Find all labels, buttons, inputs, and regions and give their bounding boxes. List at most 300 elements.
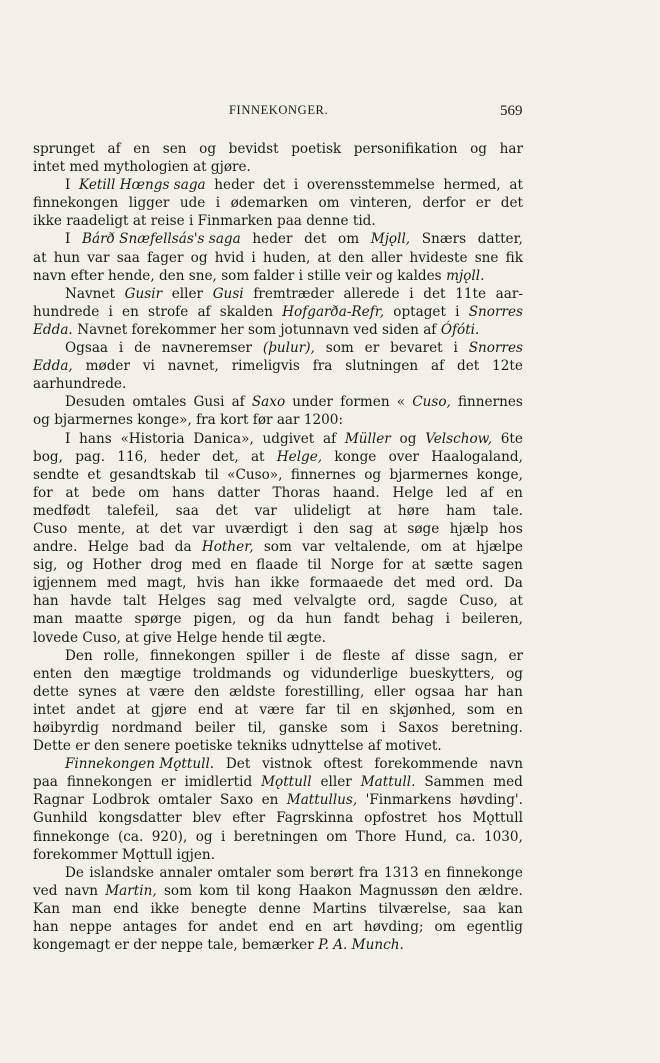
word: vi [142,358,155,375]
word: forestilling, [284,683,365,700]
word: blev [192,810,222,827]
word: igjennem [33,575,97,592]
word: en [361,701,379,718]
word: af [391,647,405,664]
word: Norge [330,557,374,574]
word: ord. [465,575,494,592]
word: den [338,249,364,266]
word: Desuden [65,394,126,411]
text-segment: og bjarmernes konge», fra kort før aar 1200: [33,412,344,429]
word: far [305,701,326,718]
word: velvalgte [293,593,357,610]
word: Hother [92,557,142,574]
word: med [425,575,456,592]
word: hun [53,249,81,266]
word: end [113,900,139,917]
word: ogsaa [414,683,455,700]
word: antages [122,919,177,936]
word: i [251,249,256,266]
text-line [33,574,523,592]
word: eller [373,683,406,700]
word: en [261,792,279,809]
word: de [134,340,151,357]
text-segment: forekommer Mǫttull igjen. [33,846,216,863]
word: allerede [343,285,400,302]
word: og [66,557,84,574]
word: formen [340,394,390,411]
word: om [326,828,348,845]
word: Haalogaland, [431,448,523,465]
word: af [197,303,211,320]
word: at [234,701,249,718]
word: til [204,466,219,483]
text-line [33,864,523,882]
word: personifikation [353,141,458,157]
text-line [33,194,523,212]
word: aller [370,249,403,266]
word: at [135,520,150,537]
word: et [87,466,101,483]
word: Da [503,575,523,592]
word: som [163,882,193,899]
word: det, [212,448,239,465]
word: under [292,394,334,411]
word: Helge [392,484,434,501]
word: slutningen [345,358,419,375]
text-line [33,900,523,918]
word: datter, [477,231,523,248]
italic-text: Müller [344,430,391,447]
word: den [83,665,109,682]
word: i [453,340,458,357]
text-line [33,230,523,248]
word: at [126,701,141,718]
word: saa [462,900,487,917]
word: og [364,466,382,483]
word: Helge [87,539,129,556]
italic-text: Hother, [201,539,254,556]
text-line [33,538,523,556]
word: oftest [323,756,363,773]
text-line [33,502,523,520]
word: og [199,141,217,157]
text-line [33,267,523,285]
word: af [107,141,121,157]
page-number: 569 [500,103,523,119]
word: « [396,394,406,411]
word: finnernes [290,466,356,483]
text-line [33,719,523,737]
word: den [445,882,471,899]
text-segment: kongemagt er der neppe tale, bemærker [33,937,314,954]
word: ældste [229,683,276,700]
word: det [215,502,238,519]
word: Det [225,756,251,773]
word: som [276,864,305,881]
word: Cuso, [459,593,498,610]
word: Kan [33,900,61,917]
word: 12te [492,358,523,375]
word: mente, [77,520,126,537]
word: da [276,611,294,628]
word: strofe [148,303,189,320]
word: forekommende [374,756,478,773]
word: til, [247,720,267,736]
word: Cuso [33,520,68,537]
word: om [434,919,456,936]
word: den [193,683,220,700]
italic-text: Ófóti. [440,321,480,338]
word: saa [175,502,199,519]
word: imidlertid [184,774,253,791]
word: veltalende, [334,539,411,556]
italic-text: Cuso, [412,394,451,411]
word: formaaede [309,575,384,592]
word: opfostret [364,810,427,827]
word: konge, [476,466,523,483]
word: led [446,484,468,501]
word: 1313 [384,864,419,881]
text-line [33,791,523,809]
word: fra [358,864,379,881]
word: havde [70,593,112,610]
word: udgivet [262,430,315,447]
word: fra [312,358,333,375]
word: den [313,520,339,537]
word: at [509,177,523,194]
word: var [192,520,215,537]
word: det [500,195,523,212]
italic-text: Martin, [105,882,157,899]
word: og [470,141,487,157]
word: finnekongen [33,195,119,212]
text-line [33,393,523,411]
text-segment: lovede Cuso, at give Helge hende til ægte. [33,629,326,646]
word: Helges [157,593,206,610]
word: neppe [69,919,112,936]
word: bevidst [228,141,279,157]
word: finnekonge [33,828,110,845]
italic-text: Mattull. [360,774,416,791]
word: var [254,502,277,519]
text-line [33,629,523,647]
word: maatte [74,611,123,628]
text-line [33,936,523,954]
word: at [250,448,265,465]
word: Hund, [404,828,448,845]
word: finnernes [457,394,523,411]
word: navneremser [161,340,253,357]
word: beretning. [451,720,523,736]
word: ikke [270,575,300,592]
word: det [457,358,480,375]
text-segment: intet med mythologien at gjøre. [33,159,251,176]
word: en [305,919,322,936]
word: hundrede [33,303,100,320]
word: 1030, [483,828,523,845]
word: i [455,303,460,320]
word: som [340,720,369,736]
text-line [33,701,523,719]
italic-text: mjǫll. [446,267,485,284]
word: det [159,520,182,537]
text-segment: Navnet forekommer her som jotunnavn ved siden af [77,321,437,338]
word: af [431,358,445,375]
word: høibyrdig [33,720,99,736]
text-line [33,140,523,158]
word: ca. [455,828,476,845]
word: med [252,593,283,610]
word: til [336,701,351,718]
italic-text: Velschow, [425,430,493,447]
word: Mǫttull [472,810,523,827]
word: er [364,340,380,357]
word: 920), [151,828,188,845]
word: heder [214,177,255,194]
word: optaget [393,303,446,320]
text-line [33,375,523,393]
word: og [190,249,208,266]
word: eller [320,774,352,791]
word: hun [305,611,332,628]
word: kong [257,882,292,899]
word: at [383,520,397,537]
word: hans [79,430,112,447]
word: det [304,231,327,248]
text-line [33,411,523,429]
word: var [87,249,110,266]
word: det [263,177,286,194]
text-line [33,357,523,375]
word: I [65,231,71,248]
word: og [506,665,523,682]
word: at [509,593,523,610]
italic-text: Snorres [468,303,523,320]
italic-text: Edda, [33,358,73,375]
word: andet [218,919,258,936]
word: paa [33,774,58,791]
word: enten [33,665,73,682]
word: andet [76,701,116,718]
word: art [332,919,353,936]
word: han [33,593,59,610]
word: om [138,484,160,501]
word: Fagrskinna [276,810,354,827]
word: efter [232,810,266,827]
word: «Historia [120,430,185,447]
word: fik [505,249,523,266]
word: ham [446,502,476,519]
word: sag [349,520,373,537]
word: konge [334,448,377,465]
italic-text: Edda. [33,321,73,338]
word: og [399,430,417,447]
word: heder [159,448,200,465]
word: med [191,557,222,574]
text-line [33,882,523,900]
word: en [424,864,441,881]
word: rimeligvis [231,358,300,375]
word: at [367,502,382,519]
word: søge [407,520,440,537]
word: overensstemmelse [306,177,435,194]
word: ord, [367,593,396,610]
italic-text: (þulur), [262,340,315,357]
word: 'Finmarkens [365,792,452,809]
italic-text: Gusi [212,285,244,302]
word: ikke [150,900,180,917]
word: Navnet [65,285,115,302]
italic-text: Saxo [251,394,286,411]
word: pag. [75,448,106,465]
word: af [231,394,245,411]
word: vidunderlige [311,665,399,682]
word: og [282,665,300,682]
text-line [33,285,523,303]
word: Saxo [219,792,254,809]
italic-text: P. A. Munch. [318,937,404,954]
text-line [33,592,523,610]
word: navn [64,882,98,899]
text-line [33,158,523,176]
word: fager [147,249,184,266]
word: man [33,611,63,628]
text-line [33,466,523,484]
word: andre. [33,539,78,556]
word: om [420,539,442,556]
word: I [65,177,71,194]
word: for [33,484,53,501]
word: har [499,141,523,157]
italic-text: Mjǫll, [370,231,411,248]
word: sne [474,249,499,266]
word: flaade [256,557,299,574]
text-line [33,484,523,502]
word: hvid [214,249,245,266]
word: at [126,683,140,700]
word: beiler [194,720,235,736]
word: end [197,701,224,718]
text-line [33,430,523,448]
word: gesandtskab [109,466,197,483]
word: Snærs [421,231,467,248]
word: berørt [310,864,354,881]
word: gjøre [151,701,187,718]
word: pigen, [193,611,237,628]
text-line [33,773,523,791]
body-text [33,140,523,954]
word: det [393,575,416,592]
word: høvding'. [459,792,523,809]
word: for [187,919,208,936]
word: talt [122,593,147,610]
text-line [33,303,523,321]
word: i [293,177,299,194]
word: han [234,575,261,592]
word: end [268,919,295,936]
word: huden, [262,249,311,266]
word: Gunhild [33,810,88,827]
text-segment: Dette er den senere poetiske tekniks udnyttelse af motivet. [33,738,442,755]
word: at [65,484,80,501]
word: sendte [33,466,79,483]
word: kan [497,900,523,917]
word: talefeil, [106,502,159,519]
word: som [325,340,354,357]
text-line [33,846,523,864]
word: De [65,864,84,881]
word: hos [437,810,462,827]
word: finnekongen [149,647,236,664]
word: af [322,430,337,447]
word: i [215,195,221,212]
word: bevaret [390,340,443,357]
word: derfor [422,195,466,212]
word: det [423,285,446,302]
word: haand. [332,484,380,501]
text-line [33,918,523,936]
text-line [33,556,523,574]
word: vistnok [262,756,312,773]
word: at [411,557,426,574]
word: og [248,611,266,628]
word: om [338,231,360,248]
text-line [33,755,523,773]
word: Den [65,647,93,664]
word: islandske [89,864,154,881]
word: aar- [495,285,523,302]
word: i [108,303,113,320]
word: finnekongen [66,774,153,791]
word: finnekonge [446,864,523,881]
word: Thoras [272,484,321,501]
word: 6te [500,430,523,447]
word: nordmand [111,720,183,736]
text-line [33,683,523,701]
word: sen [162,141,187,157]
word: og [195,828,213,845]
word: hvis [196,575,225,592]
word: 116, [117,448,148,465]
word: mægtige [120,665,182,682]
word: uværdigt [225,520,288,537]
word: de [315,647,332,664]
word: datter [217,484,260,501]
word: bjarmernes [389,466,469,483]
text-line [33,339,523,357]
text-line [33,647,523,665]
word: han [497,683,523,700]
italic-text: Hofgarða-Refr, [282,303,385,320]
text-line [33,737,523,755]
word: at [452,539,466,556]
word: at [317,249,332,266]
word: ældre. [478,882,523,899]
text-line [33,610,523,628]
word: disse [415,647,451,664]
word: kongsdatter [98,810,182,827]
text-line [33,520,523,538]
word: ved [33,882,58,899]
italic-text: Mattullus, [286,792,358,809]
text-segment: ikke raadeligt at reise i Finmarken paa denne tid. [33,213,376,230]
word: er [161,774,176,791]
word: drog [150,557,183,574]
word: beileren, [461,611,523,628]
word: møder [85,358,130,375]
word: heder [252,231,293,248]
word: en [122,303,139,320]
